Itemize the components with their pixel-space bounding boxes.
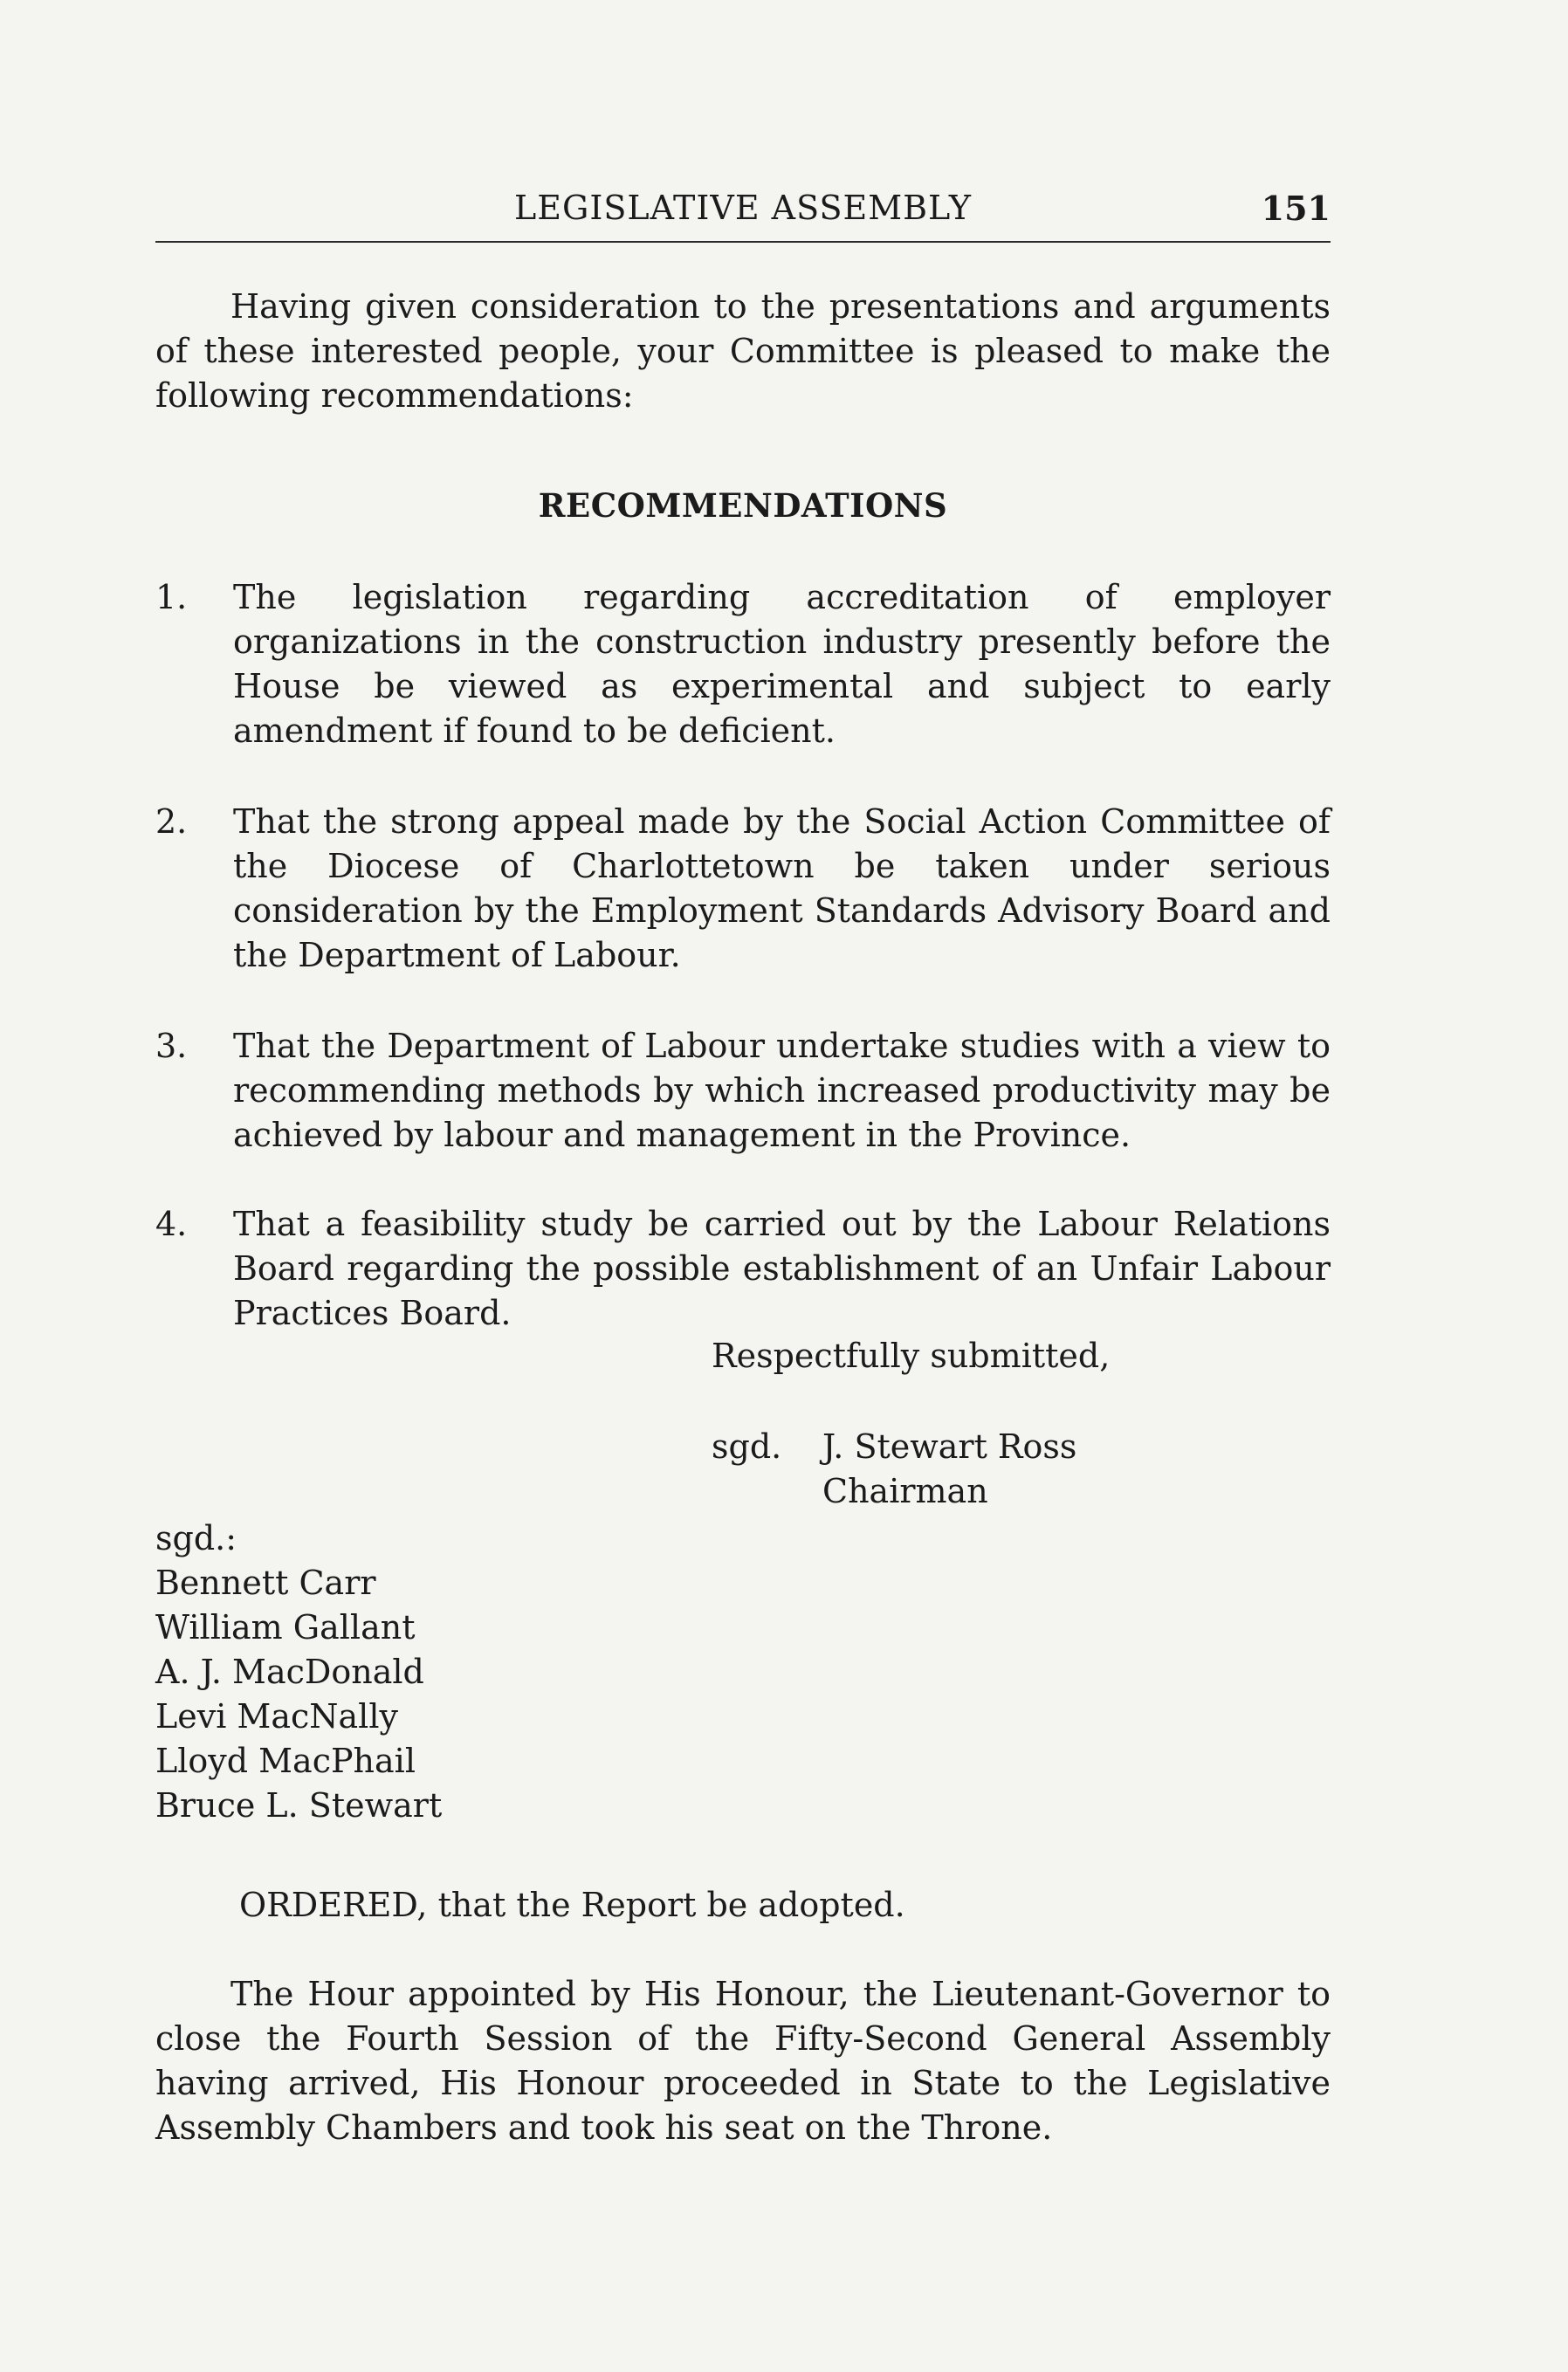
recommendation-text: That the Department of Labour undertake studies with a view to recommending methods by which increased productivity may be achieved by labour and management in the Province. [233,1027,1331,1154]
closing-paragraph: The Hour appointed by His Honour, the Lieutenant-Governor to close the Fourth Session of the Fifty-Second General Assembly having arrived, His Honour proceeded in State to the Legislative Assembly Chambers and took his seat on the Throne. [155,1975,1331,2147]
committee-members [155,1516,442,1828]
recommendation-text: The legislation regarding accreditation of employer organizations in the construction industry presently before the House be viewed as experimental and subject to early amendment if found to be deficient. [233,578,1331,750]
recommendation-number: 1. [155,578,188,616]
recommendation-number: 3. [155,1027,188,1065]
running-title: LEGISLATIVE ASSEMBLY [514,189,972,227]
page-number: 151 [1261,189,1331,228]
members-signed-label: sgd.: [155,1519,237,1557]
member-name: A. J. MacDonald [155,1653,424,1691]
page-header [155,189,1331,241]
section-heading: RECOMMENDATIONS [538,486,948,525]
recommendation-number: 2. [155,802,188,841]
chair-name: J. Stewart Ross [822,1427,1077,1466]
recommendation-item [155,800,1331,978]
ordered-statement: ORDERED, that the Report be adopted. [239,1886,905,1924]
recommendation-text: That the strong appeal made by the Social Action Committee of the Diocese of Charlottetown be taken under serious consideration by the Employment Standards Advisory Board and the Department of Labour. [233,802,1331,974]
member-name: Lloyd MacPhail [155,1742,416,1780]
recommendation-number: 4. [155,1205,188,1243]
recommendation-item [155,1202,1331,1336]
signed-label: sgd. [712,1427,782,1466]
recommendation-text: That a feasibility study be carried out by the Labour Relations Board regarding the possible establishment of an Unfair Labour Practices Board. [233,1205,1331,1332]
member-name: Bennett Carr [155,1564,376,1602]
member-name: William Gallant [155,1608,416,1647]
closing-salutation: Respectfully submitted, [712,1337,1111,1375]
member-name: Bruce L. Stewart [155,1786,443,1825]
recommendation-item [155,575,1331,753]
header-rule [155,241,1331,243]
intro-paragraph: Having given consideration to the presentations and arguments of these interested people, your Committee is pleased to make the following recommendations: [155,287,1331,415]
chair-title: Chairman [822,1472,988,1510]
member-name: Levi MacNally [155,1697,398,1736]
recommendation-item [155,1024,1331,1158]
